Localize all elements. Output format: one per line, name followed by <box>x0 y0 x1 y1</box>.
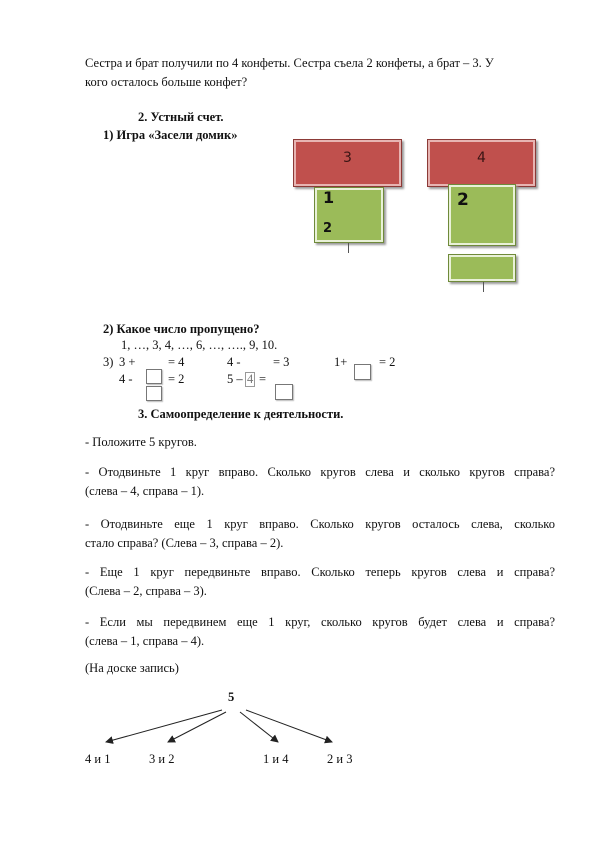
eq5-filled-value: 4 <box>247 372 254 386</box>
missing-title: 2) Какое число пропущено? <box>103 322 260 336</box>
house-1-roof-number: 3 <box>343 150 352 166</box>
instruction-6: (На доске запись) <box>85 661 179 675</box>
missing-sequence: 1, …, 3, 4, …, 6, …, …., 9, 10. <box>121 338 278 352</box>
eq5-left: 5 – <box>227 372 243 386</box>
house-1-room-bottom-number: 2 <box>323 221 333 236</box>
eq1-left: 3 + <box>119 355 136 369</box>
diagram-root-number: 5 <box>228 690 235 704</box>
game-title: 1) Игра «Засели домик» <box>103 128 238 142</box>
diagram-pair-3: 1 и 4 <box>263 752 289 766</box>
arrow-to-pair-3 <box>240 712 278 742</box>
arrow-to-pair-1 <box>106 710 222 742</box>
eq4-right: = 2 <box>168 372 185 386</box>
eq3-left: 1+ <box>334 355 348 369</box>
problem-line-1: Сестра и брат получили по 4 конфеты. Сестра съела 2 конфеты, а брат – 3. У <box>85 56 494 70</box>
diagram-pair-2: 3 и 2 <box>149 752 175 766</box>
equations-number: 3) <box>103 355 114 369</box>
arrow-to-pair-4 <box>246 710 332 742</box>
eq4-left: 4 - <box>119 372 133 386</box>
eq2-right: = 3 <box>273 355 290 369</box>
instruction-3-line-1: - Отодвиньте еще 1 круг вправо. Сколько кругов осталось слева, сколько <box>85 517 555 531</box>
section-2-heading: 2. Устный счет. <box>138 110 224 124</box>
instruction-1: - Положите 5 кругов. <box>85 435 197 449</box>
instruction-4-line-2: (Слева – 2, справа – 3). <box>85 584 207 598</box>
instruction-2-line-2: (слева – 4, справа – 1). <box>85 484 205 498</box>
eq3-right: = 2 <box>379 355 396 369</box>
instruction-4-line-1: - Еще 1 круг передвиньте вправо. Сколько теперь кругов слева и справа? <box>85 565 555 579</box>
house-2-roof-number: 4 <box>477 150 486 166</box>
eq1-right: = 4 <box>168 355 185 369</box>
problem-line-2: кого осталось больше конфет? <box>85 75 248 89</box>
instruction-2-line-1: - Отодвиньте 1 круг вправо. Сколько кругов слева и сколько кругов справа? <box>85 465 555 479</box>
house-1-room-top-number: 1 <box>323 188 335 207</box>
house-2-room-top-number: 2 <box>457 190 469 210</box>
eq2-left: 4 - <box>227 355 241 369</box>
instruction-5-line-2: (слева – 1, справа – 4). <box>85 634 205 648</box>
diagram-pair-4: 2 и 3 <box>327 752 353 766</box>
instruction-5-line-1: - Если мы передвинем еще 1 круг, сколько кругов будет слева и справа? <box>85 615 555 629</box>
diagram-pair-1: 4 и 1 <box>85 752 111 766</box>
instruction-3-line-2: стало справа? (Слева – 3, справа – 2). <box>85 536 284 550</box>
section-3-heading: 3. Самоопределение к деятельности. <box>138 407 344 421</box>
eq5-right: = <box>259 372 267 386</box>
